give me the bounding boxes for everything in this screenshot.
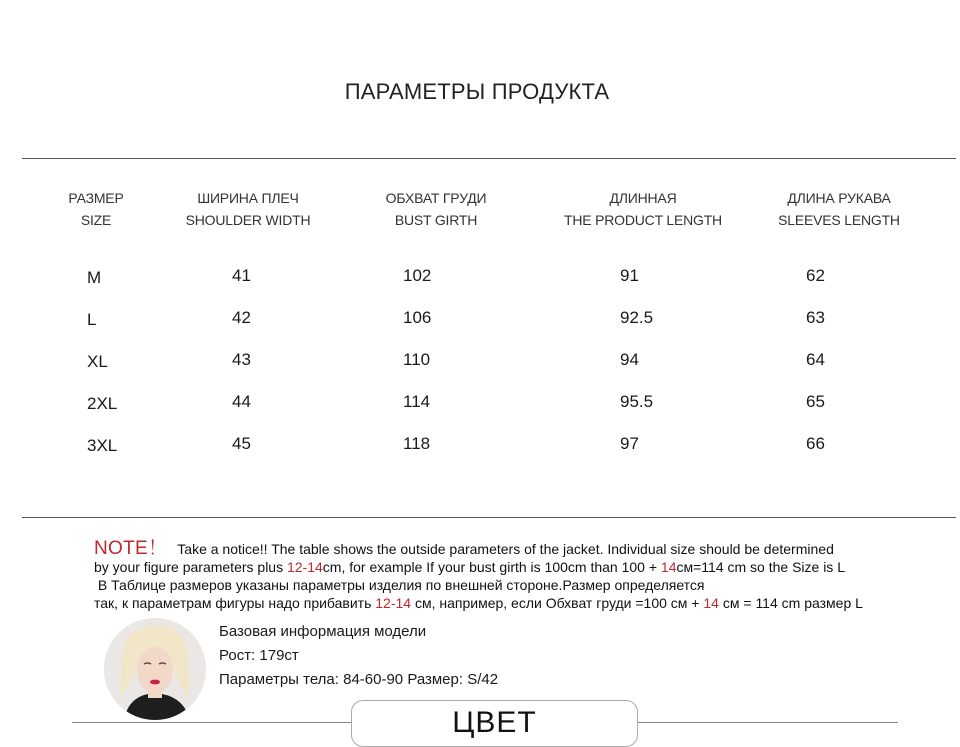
cell-product-length: 94: [620, 350, 639, 369]
cell-sleeves-length: 66: [806, 434, 825, 453]
page-title: ПАРАМЕТРЫ ПРОДУКТА: [344, 79, 610, 104]
note-text: cm, for example If your bust girth is 100cm than 100 +: [322, 559, 661, 575]
header-size-en: SIZE: [80, 212, 112, 228]
header-bust-girth-ru: ОБХВАТ ГРУДИ: [385, 190, 487, 206]
cell-sleeves-length: 65: [806, 392, 825, 411]
note-highlight: 12-14: [375, 595, 412, 611]
note-label: NOTE！: [94, 538, 168, 559]
cell-product-length: 97: [620, 434, 639, 453]
header-sleeves-length-en: SLEEVES LENGTH: [778, 212, 900, 228]
color-section-button[interactable]: ЦВЕТ: [351, 700, 638, 747]
header-shoulder-width-ru: ШИРИНА ПЛЕЧ: [197, 190, 299, 206]
cell-shoulder-width: 43: [232, 350, 251, 369]
note-line-2: [94, 558, 914, 576]
header-product-length-en: THE PRODUCT LENGTH: [564, 212, 722, 228]
cell-shoulder-width: 45: [232, 434, 251, 453]
size-note: [94, 540, 914, 612]
cell-bust-girth: 102: [403, 266, 432, 285]
header-product-length: [553, 187, 733, 231]
note-text: by your figure parameters plus: [94, 559, 287, 575]
model-body-params: Параметры тела: 84-60-90 Размер: S/42: [219, 671, 499, 688]
cell-size: L: [87, 310, 97, 329]
cell-size: XL: [87, 352, 108, 371]
model-info-heading: Базовая информация модели: [219, 623, 427, 640]
header-product-length-ru: ДЛИННАЯ: [609, 190, 677, 206]
note-highlight: 14: [660, 559, 677, 575]
model-portrait-icon: [104, 618, 206, 720]
note-line-1: [94, 540, 914, 558]
header-size: [52, 187, 140, 231]
header-shoulder-width: [168, 187, 328, 231]
cell-product-length: 91: [620, 266, 639, 285]
note-line-4: [94, 594, 914, 612]
cell-size: 3XL: [87, 436, 118, 455]
cell-sleeves-length: 62: [806, 266, 825, 285]
cell-bust-girth: 114: [403, 392, 431, 411]
top-divider: [22, 158, 956, 159]
middle-divider: [22, 517, 956, 518]
cell-shoulder-width: 41: [232, 266, 251, 285]
header-sleeves-length: [764, 187, 914, 231]
header-bust-girth-en: BUST GIRTH: [394, 212, 478, 228]
model-avatar: [104, 618, 206, 720]
cell-product-length: 95.5: [620, 392, 654, 411]
cell-size: 2XL: [87, 394, 118, 413]
note-text: см, например, если Обхват груди =100 см +: [411, 595, 704, 611]
header-shoulder-width-en: SHOULDER WIDTH: [185, 212, 311, 228]
note-text: так, к параметрам фигуры надо прибавить: [94, 595, 376, 611]
cell-size: M: [87, 268, 102, 287]
cell-bust-girth: 110: [403, 350, 431, 369]
cell-product-length: 92.5: [620, 308, 654, 327]
cell-sleeves-length: 64: [806, 350, 825, 369]
cell-shoulder-width: 44: [232, 392, 251, 411]
model-height: Рост: 179ст: [219, 647, 299, 664]
note-highlight: 14: [703, 595, 719, 611]
note-text-en-1: Take a notice!! The table shows the outside parameters of the jacket. Individual size should be determined: [177, 541, 834, 557]
cell-bust-girth: 118: [403, 434, 431, 453]
header-size-ru: РАЗМЕР: [68, 190, 124, 206]
cell-sleeves-length: 63: [806, 308, 825, 327]
header-sleeves-length-ru: ДЛИНА РУКАВА: [787, 190, 891, 206]
note-highlight: 12-14: [286, 559, 323, 575]
cell-shoulder-width: 42: [232, 308, 251, 327]
note-text: см = 114 cm размер L: [718, 595, 863, 611]
note-line-3: В Таблице размеров указаны параметры изделия по внешней стороне.Размер определяется: [94, 577, 705, 593]
header-bust-girth: [366, 187, 506, 231]
cell-bust-girth: 106: [403, 308, 432, 327]
note-text: см=114 cm so the Size is L: [676, 559, 845, 575]
